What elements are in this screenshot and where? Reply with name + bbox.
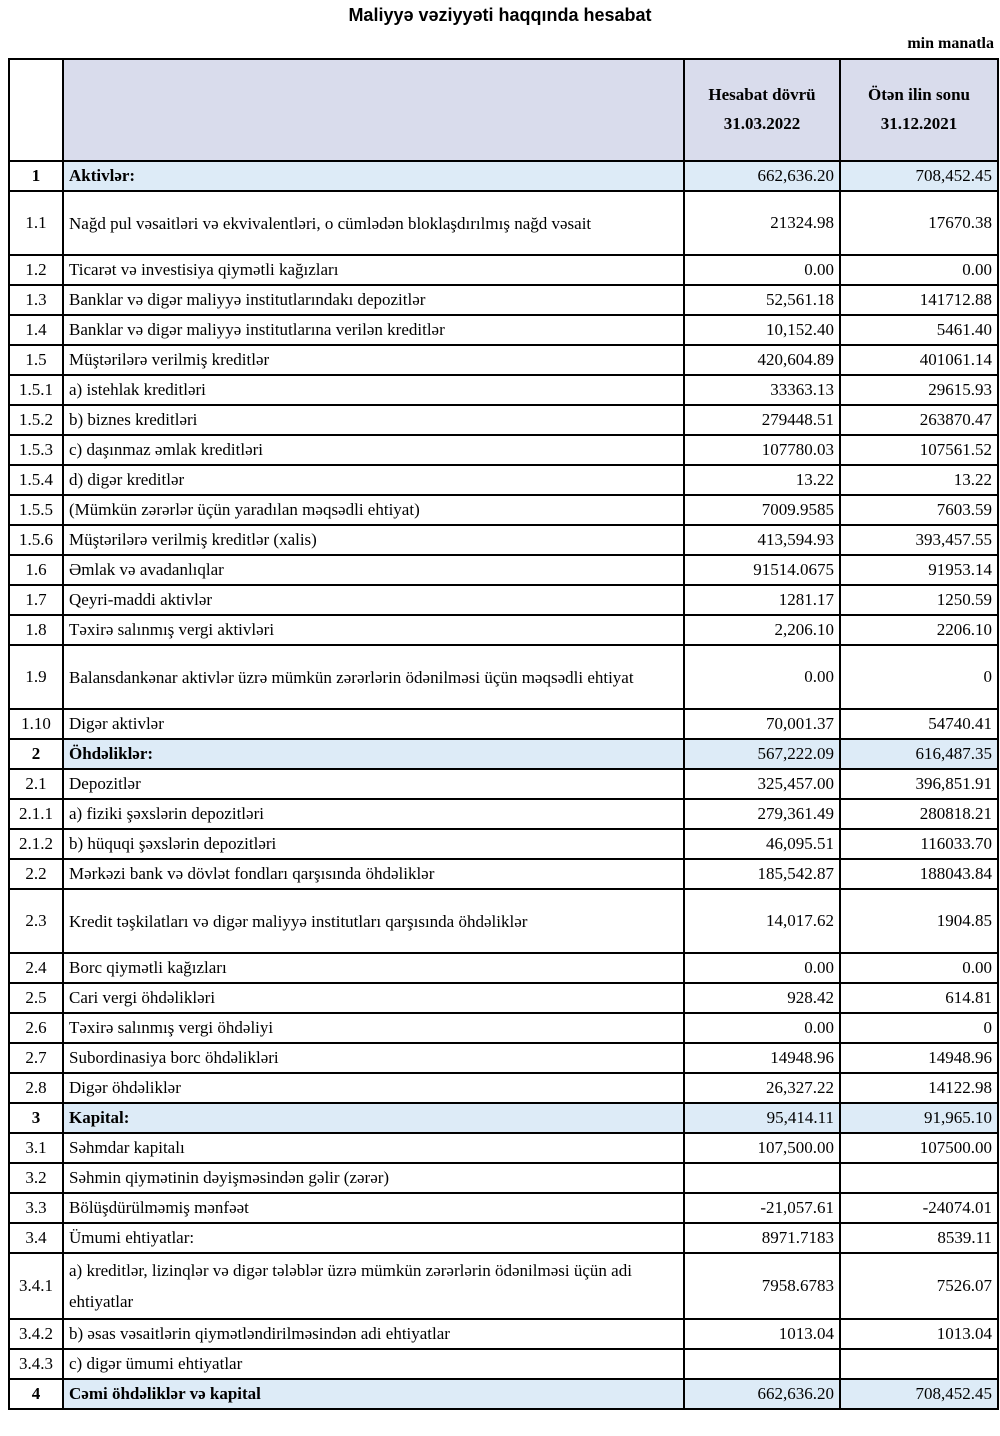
value-previous-cell: 91,965.10 [840,1103,998,1133]
table-row [9,1043,998,1073]
table-row [9,1223,998,1253]
value-current-cell: 325,457.00 [684,769,840,799]
header-item-column-cell [63,59,684,161]
row-number-cell: 3 [9,1103,63,1133]
row-number-cell: 1.7 [9,585,63,615]
row-label-cell: Səhmdar kapitalı [63,1133,684,1163]
table-row [9,983,998,1013]
table-row [9,375,998,405]
row-number-cell: 3.4.2 [9,1319,63,1349]
header-previous-period-cell [840,59,998,161]
value-previous-cell: 13.22 [840,465,998,495]
row-number-cell: 1.6 [9,555,63,585]
value-current-cell: 0.00 [684,1013,840,1043]
row-number-cell: 1.4 [9,315,63,345]
value-current-cell: 52,561.18 [684,285,840,315]
row-number-cell: 1.1 [9,191,63,255]
table-row [9,709,998,739]
table-row [9,1013,998,1043]
row-label-cell: d) digər kreditlər [63,465,684,495]
row-label-cell: Kapital: [63,1103,684,1133]
value-previous-cell: 280818.21 [840,799,998,829]
value-current-cell: 107,500.00 [684,1133,840,1163]
table-row [9,1133,998,1163]
row-number-cell: 1.5.5 [9,495,63,525]
value-previous-cell: 107561.52 [840,435,998,465]
row-number-cell: 4 [9,1379,63,1409]
table-row [9,345,998,375]
value-previous-cell: 401061.14 [840,345,998,375]
header-period-date: 31.12.2021 [880,114,958,133]
value-current-cell: 107780.03 [684,435,840,465]
row-label-cell: Cəmi öhdəliklər və kapital [63,1379,684,1409]
header-period-date: 31.03.2022 [723,114,801,133]
row-number-cell: 1 [9,161,63,191]
value-previous-cell: 1013.04 [840,1319,998,1349]
table-row [9,405,998,435]
table-row [9,953,998,983]
table-row [9,465,998,495]
row-label-cell: b) biznes kreditləri [63,405,684,435]
value-current-cell: 91514.0675 [684,555,840,585]
row-label-cell: Öhdəliklər: [63,739,684,769]
page-title: Maliyyə vəziyyəti haqqında hesabat [348,5,652,25]
row-number-cell: 2.6 [9,1013,63,1043]
row-label-cell: Borc qiymətli kağızları [63,953,684,983]
value-previous-cell: 393,457.55 [840,525,998,555]
value-current-cell: 0.00 [684,645,840,709]
table-row [9,255,998,285]
table-row [9,645,998,709]
value-current-cell: 1281.17 [684,585,840,615]
row-label-cell: Səhmin qiymətinin dəyişməsindən gəlir (zərər) [63,1163,684,1193]
value-previous-cell: 29615.93 [840,375,998,405]
row-label-cell: a) kreditlər, lizinqlər və digər tələblər üzrə mümkün zərərlərin ödənilməsi üçün adi ehtiyatlar [63,1253,684,1319]
value-previous-cell: 1904.85 [840,889,998,953]
row-label-cell: c) digər ümumi ehtiyatlar [63,1349,684,1379]
row-number-cell: 1.5.1 [9,375,63,405]
value-current-cell: 928.42 [684,983,840,1013]
row-number-cell: 3.4 [9,1223,63,1253]
row-number-cell: 3.3 [9,1193,63,1223]
value-current-cell: 8971.7183 [684,1223,840,1253]
value-current-cell: 279448.51 [684,405,840,435]
value-previous-cell: 107500.00 [840,1133,998,1163]
row-label-cell: Subordinasiya borc öhdəlikləri [63,1043,684,1073]
row-label-cell: Depozitlər [63,769,684,799]
table-row [9,315,998,345]
row-number-cell: 1.5.4 [9,465,63,495]
value-previous-cell: 14948.96 [840,1043,998,1073]
row-label-cell: Nağd pul vəsaitləri və ekvivalentləri, o cümlədən bloklaşdırılmış nağd vəsait [63,191,684,255]
row-label-cell: (Mümkün zərərlər üçün yaradılan məqsədli ehtiyat) [63,495,684,525]
row-label-cell: Bölüşdürülməmiş mənfəət [63,1193,684,1223]
row-number-cell: 2.1 [9,769,63,799]
value-current-cell: 33363.13 [684,375,840,405]
row-label-cell: b) əsas vəsaitlərin qiymətləndirilməsindən adi ehtiyatlar [63,1319,684,1349]
row-number-cell: 2.7 [9,1043,63,1073]
table-row [9,1163,998,1193]
value-previous-cell: 0 [840,645,998,709]
table-row [9,1349,998,1379]
value-current-cell [684,1163,840,1193]
value-previous-cell: 7526.07 [840,1253,998,1319]
value-previous-cell: -24074.01 [840,1193,998,1223]
table-header-row [9,59,998,161]
value-current-cell: 26,327.22 [684,1073,840,1103]
value-previous-cell: 2206.10 [840,615,998,645]
value-current-cell: 70,001.37 [684,709,840,739]
row-label-cell: Təxirə salınmış vergi aktivləri [63,615,684,645]
row-number-cell: 1.8 [9,615,63,645]
value-previous-cell: 14122.98 [840,1073,998,1103]
row-number-cell: 3.4.3 [9,1349,63,1379]
row-label-cell: Kredit təşkilatları və digər maliyyə institutları qarşısında öhdəliklər [63,889,684,953]
row-label-cell: Müştərilərə verilmiş kreditlər [63,345,684,375]
value-previous-cell: 116033.70 [840,829,998,859]
row-label-cell: Digər öhdəliklər [63,1073,684,1103]
value-previous-cell: 0 [840,1013,998,1043]
value-previous-cell: 7603.59 [840,495,998,525]
table-row [9,585,998,615]
row-label-cell: Banklar və digər maliyyə institutlarına verilən kreditlər [63,315,684,345]
value-current-cell: 10,152.40 [684,315,840,345]
row-label-cell: a) istehlak kreditləri [63,375,684,405]
row-label-cell: b) hüquqi şəxslərin depozitləri [63,829,684,859]
row-number-cell: 1.3 [9,285,63,315]
row-label-cell: Müştərilərə verilmiş kreditlər (xalis) [63,525,684,555]
value-previous-cell: 54740.41 [840,709,998,739]
value-current-cell: 0.00 [684,255,840,285]
value-current-cell: 7958.6783 [684,1253,840,1319]
value-previous-cell [840,1163,998,1193]
row-label-cell: Qeyri-maddi aktivlər [63,585,684,615]
row-number-cell: 3.4.1 [9,1253,63,1319]
value-current-cell: 21324.98 [684,191,840,255]
row-label-cell: Əmlak və avadanlıqlar [63,555,684,585]
row-number-cell: 2.1.1 [9,799,63,829]
table-row [9,859,998,889]
value-current-cell: 46,095.51 [684,829,840,859]
row-number-cell: 2 [9,739,63,769]
table-row [9,495,998,525]
value-previous-cell: 8539.11 [840,1223,998,1253]
value-previous-cell: 17670.38 [840,191,998,255]
value-previous-cell: 91953.14 [840,555,998,585]
table-row [9,285,998,315]
row-number-cell: 3.2 [9,1163,63,1193]
row-number-cell: 2.2 [9,859,63,889]
row-label-cell: a) fiziki şəxslərin depozitləri [63,799,684,829]
row-number-cell: 2.8 [9,1073,63,1103]
row-label-cell: Ümumi ehtiyatlar: [63,1223,684,1253]
value-previous-cell: 1250.59 [840,585,998,615]
financial-table [8,58,999,1410]
value-current-cell: 1013.04 [684,1319,840,1349]
row-number-cell: 2.4 [9,953,63,983]
row-number-cell: 2.3 [9,889,63,953]
table-row [9,1103,998,1133]
value-previous-cell: 616,487.35 [840,739,998,769]
row-label-cell: Banklar və digər maliyyə institutlarındakı depozitlər [63,285,684,315]
row-number-cell: 1.9 [9,645,63,709]
header-period-label: Hesabat dövrü [708,85,816,105]
row-label-cell: Digər aktivlər [63,709,684,739]
row-label-cell: c) daşınmaz əmlak kreditləri [63,435,684,465]
value-current-cell: -21,057.61 [684,1193,840,1223]
value-previous-cell: 0.00 [840,255,998,285]
table-row [9,435,998,465]
row-label-cell: Balansdankənar aktivlər üzrə mümkün zərərlərin ödənilməsi üçün məqsədli ehtiyat [63,645,684,709]
value-previous-cell: 396,851.91 [840,769,998,799]
value-current-cell: 185,542.87 [684,859,840,889]
table-row [9,799,998,829]
row-number-cell: 2.1.2 [9,829,63,859]
unit-note: min manatla [907,35,994,52]
row-number-cell: 1.10 [9,709,63,739]
row-label-cell: Ticarət və investisiya qiymətli kağızları [63,255,684,285]
value-current-cell: 7009.9585 [684,495,840,525]
table-row [9,525,998,555]
value-current-cell: 413,594.93 [684,525,840,555]
table-row [9,889,998,953]
value-current-cell: 662,636.20 [684,1379,840,1409]
header-corner-cell [9,59,63,161]
value-current-cell: 2,206.10 [684,615,840,645]
value-previous-cell: 5461.40 [840,315,998,345]
table-row [9,161,998,191]
table-row [9,739,998,769]
table-row [9,769,998,799]
table-row [9,555,998,585]
row-label-cell: Aktivlər: [63,161,684,191]
header-current-period-cell [684,59,840,161]
value-current-cell: 279,361.49 [684,799,840,829]
table-row [9,1379,998,1409]
value-current-cell: 662,636.20 [684,161,840,191]
header-period-label: Ötən ilin sonu [867,85,971,105]
value-current-cell: 567,222.09 [684,739,840,769]
value-current-cell: 420,604.89 [684,345,840,375]
row-number-cell: 1.5.6 [9,525,63,555]
table-row [9,1319,998,1349]
value-current-cell: 13.22 [684,465,840,495]
value-previous-cell [840,1349,998,1379]
value-current-cell: 95,414.11 [684,1103,840,1133]
row-number-cell: 3.1 [9,1133,63,1163]
value-previous-cell: 0.00 [840,953,998,983]
row-number-cell: 1.5.2 [9,405,63,435]
value-current-cell: 14948.96 [684,1043,840,1073]
value-previous-cell: 188043.84 [840,859,998,889]
table-row [9,1073,998,1103]
value-current-cell: 0.00 [684,953,840,983]
row-label-cell: Cari vergi öhdəlikləri [63,983,684,1013]
row-number-cell: 1.5 [9,345,63,375]
table-row [9,829,998,859]
value-current-cell [684,1349,840,1379]
value-previous-cell: 263870.47 [840,405,998,435]
row-number-cell: 2.5 [9,983,63,1013]
value-previous-cell: 141712.88 [840,285,998,315]
value-previous-cell: 708,452.45 [840,1379,998,1409]
table-row [9,191,998,255]
row-label-cell: Təxirə salınmış vergi öhdəliyi [63,1013,684,1043]
table-row [9,1193,998,1223]
table-row [9,1253,998,1319]
value-previous-cell: 614.81 [840,983,998,1013]
row-number-cell: 1.2 [9,255,63,285]
value-previous-cell: 708,452.45 [840,161,998,191]
row-label-cell: Mərkəzi bank və dövlət fondları qarşısında öhdəliklər [63,859,684,889]
table-body [9,161,998,1409]
value-current-cell: 14,017.62 [684,889,840,953]
row-number-cell: 1.5.3 [9,435,63,465]
table-row [9,615,998,645]
